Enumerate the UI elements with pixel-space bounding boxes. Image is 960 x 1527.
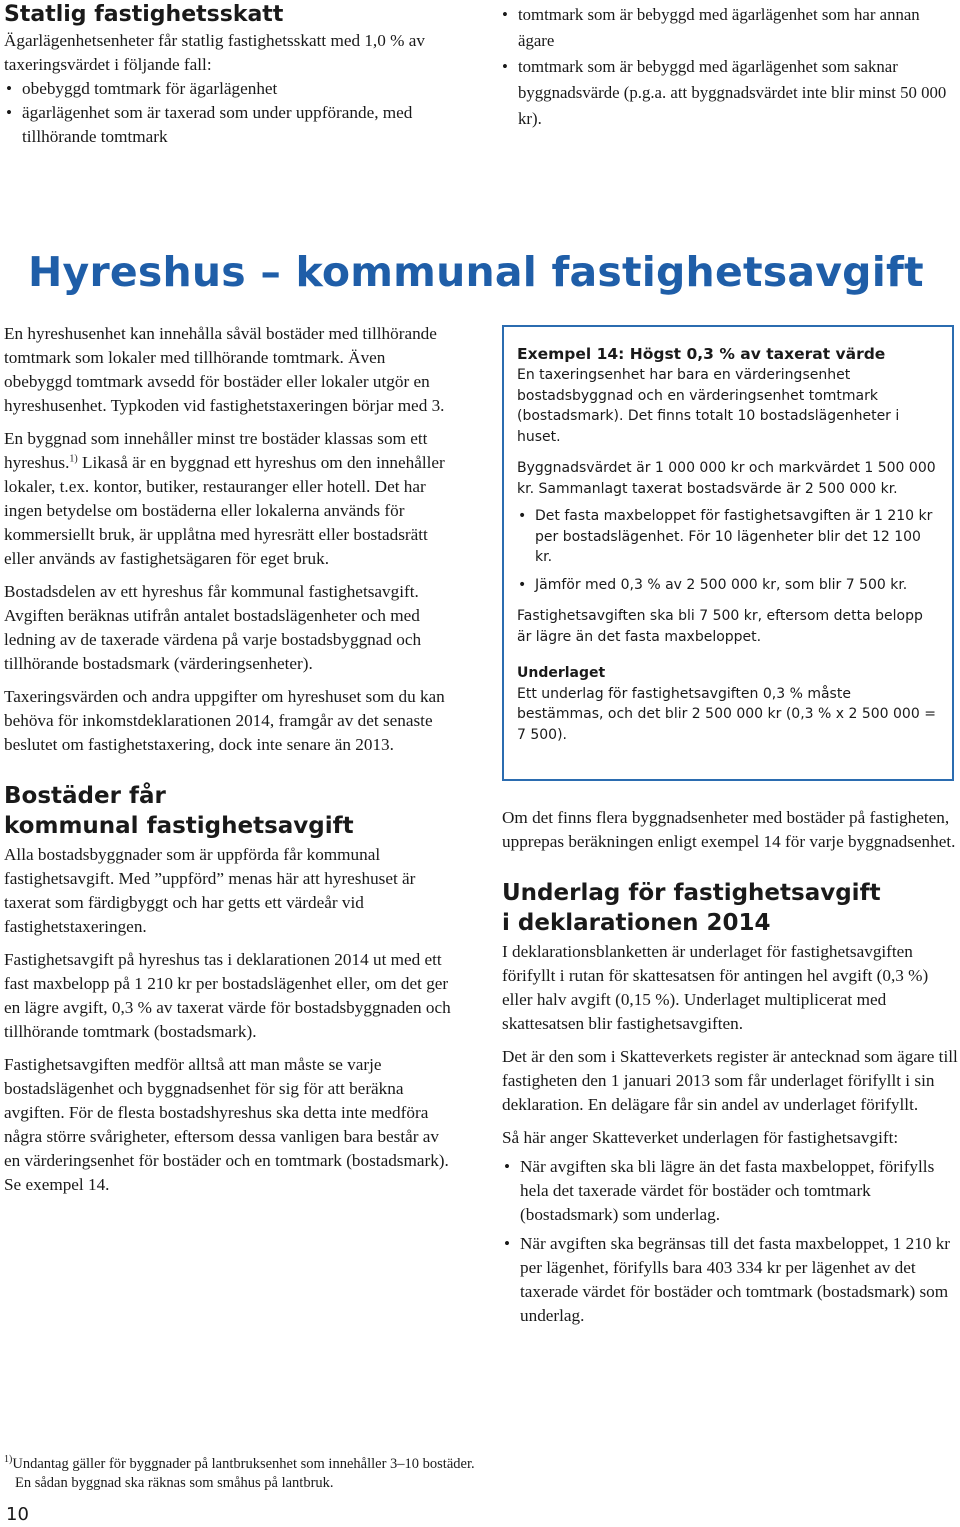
top-right-section	[500, 2, 960, 132]
heading-line: Bostäder får	[4, 783, 166, 809]
paragraph: Fastighetsavgift på hyreshus tas i deklarationen 2014 ut med ett fast maxbelopp på 1 210 kr per bostadslägenhet eller, om det ger en lägre avgift, 0,3 % av taxerat värde för bostadsbyggnaden och tillhörande tomtmark (bostadsmark).	[4, 950, 451, 1041]
paragraph: Det är den som i Skatteverkets register är antecknad som ägare till fastigheten den 1 januari 2013 som får underlaget förifyllt i sin deklaration. En delägare får sin andel av underlaget förifyllt.	[502, 1047, 958, 1114]
paragraph: Om det finns flera byggnadsenheter med bostäder på fastigheten, upprepas beräkningen enligt exempel 14 för varje byggnadsenhet.	[502, 808, 956, 851]
example-title: Exempel 14: Högst 0,3 % av taxerat värde	[517, 345, 886, 363]
footnote-line	[4, 1455, 604, 1474]
example-bullet: • Jämför med 0,3 % av 2 500 000 kr, som blir 7 500 kr.	[517, 575, 940, 596]
paragraph-text: En byggnad som innehåller minst tre bostäder klassas som ett hyreshus.	[4, 429, 428, 472]
example-bullet: • Det fasta maxbeloppet för fastighetsavgiften är 1 210 kr per bostadslägenhet. För 10 lägenheter blir det 12 100 kr.	[517, 506, 940, 568]
page-number: 10	[6, 1504, 29, 1525]
paragraph: En hyreshusenhet kan innehålla såväl bostäder med tillhörande tomtmark som lokaler med tillhörande tomtmark. Även obebyggd tomtmark avsedd för bostäder eller lokaler utgör en hyreshusenhet. Typkoden vid fastighetstaxeringen börjar med 3.	[4, 324, 445, 415]
footnote-line: En sådan byggnad ska räknas som småhus på lantbruk.	[15, 1475, 334, 1491]
paragraph: Så här anger Skatteverket underlagen för fastighetsavgift:	[502, 1128, 899, 1147]
example-paragraph: Byggnadsvärdet är 1 000 000 kr och markvärdet 1 500 000 kr. Sammanlagt taxerat bostadsvärde är 2 500 000 kr.	[517, 460, 936, 497]
example-paragraph: Fastighetsavgiften ska bli 7 500 kr, eftersom detta belopp är lägre än det fasta maxbeloppet.	[517, 608, 923, 645]
list-item: • ägarlägenhet som är taxerad som under uppförande, med tillhörande tomtmark	[4, 101, 460, 149]
paragraph	[4, 427, 452, 571]
footnote-ref: 1)	[69, 453, 78, 465]
example-paragraph: Ett underlag för fastighetsavgiften 0,3 % måste bestämmas, och det blir 2 500 000 kr (0,3 % x 2 500 000 = 7 500).	[517, 685, 936, 743]
heading-line: Underlag för fastighetsavgift	[502, 880, 881, 906]
section-heading: Statlig fastighetsskatt	[4, 2, 284, 27]
paragraph-text: Likaså är en byggnad ett hyreshus om den innehåller lokaler, t.ex. kontor, butiker, restauranger eller hotell. Det har ingen betydelse om bostäderna eller lokalerna används för kommersiellt bruk, är upplåtna med hyresrätt eller bostadsrätt eller används av fastighetsägaren för eget bruk.	[4, 453, 445, 568]
paragraph: Bostadsdelen av ett hyreshus får kommunal fastighetsavgift. Avgiften beräknas utifrån antalet bostadslägenheter och med ledning av de taxerade värdena på varje bostadsbyggnad och tillhörande bostadsmark (värderingsenheter).	[4, 582, 422, 673]
paragraph: Alla bostadsbyggnader som är uppförda får kommunal fastighetsavgift. Med ”uppförd” menas här att hyreshuset är taxerat som färdigbyggt och har getts ett värdeår vid fastighetstaxeringen.	[4, 845, 416, 936]
paragraph: I deklarationsblanketten är underlaget för fastighetsavgiften förifyllt i rutan för skattesatsen för antingen hel avgift (0,3 %) eller halv avgift (0,15 %). Underlaget multiplicerat med skattesatsen blir fastighetsavgiften.	[502, 942, 929, 1033]
list-item: • När avgiften ska bli lägre än det fasta maxbeloppet, förifylls hela det taxerade värdet för bostäder och tomtmark (bostadsmark) som underlag.	[502, 1155, 958, 1227]
section-heading	[4, 781, 452, 841]
footnote	[4, 1455, 604, 1493]
section-heading	[502, 878, 958, 938]
list-item: • obebyggd tomtmark för ägarlägenhet	[4, 77, 460, 101]
list-item: • tomtmark som är bebyggd med ägarlägenhet som saknar byggnadsvärde (p.g.a. att byggnadsvärdet inte blir minst 50 000 kr).	[500, 54, 960, 132]
paragraph: Taxeringsvärden och andra uppgifter om hyreshuset som du kan behöva för inkomstdeklarationen 2014, framgår av det senaste beslutet om fastighetstaxering, dock inte senare än 2013.	[4, 687, 445, 754]
list-item: • När avgiften ska begränsas till det fasta maxbeloppet, 1 210 kr per lägenhet, förifylls bara 403 334 kr per lägenhet av det taxerade värdet för bostäder och tomtmark (bostadsmark) som underlag.	[502, 1232, 958, 1328]
list-item: • tomtmark som är bebyggd med ägarlägenhet som har annan ägare	[500, 2, 960, 54]
example-paragraph: En taxeringsenhet har bara en värderingsenhet bostadsbyggnad och en värderingsenhet tomtmark (bostadsmark). Det finns totalt 10 bostadslägenheter i huset.	[517, 367, 900, 445]
example-box	[502, 325, 954, 781]
footnote-text: Undantag gäller för byggnader på lantbruksenhet som innehåller 3–10 bostäder.	[12, 1456, 475, 1472]
intro-text: Ägarlägenhetsenheter får statlig fastighetsskatt med 1,0 % av taxeringsvärdet i följande fall:	[4, 31, 425, 74]
top-left-section	[4, 2, 460, 149]
left-column	[4, 322, 452, 1197]
heading-line: i deklarationen 2014	[502, 910, 771, 936]
heading-line: kommunal fastighetsavgift	[4, 813, 354, 839]
example-subtitle: Underlaget	[517, 665, 606, 681]
footnote-marker: 1)	[4, 1454, 13, 1466]
page-title: Hyreshus – kommunal fastighetsavgift	[28, 248, 924, 296]
paragraph: Fastighetsavgiften medför alltså att man måste se varje bostadslägenhet och byggnadsenhet för sig för att beräkna avgiften. För de flesta bostadshyreshus ska detta inte medföra några större svårigheter, eftersom dessa vanligen bara består av en värderingsenhet för bostäder och en tomtmark (bostadsmark). Se exempel 14.	[4, 1055, 449, 1194]
right-column	[502, 806, 958, 1328]
